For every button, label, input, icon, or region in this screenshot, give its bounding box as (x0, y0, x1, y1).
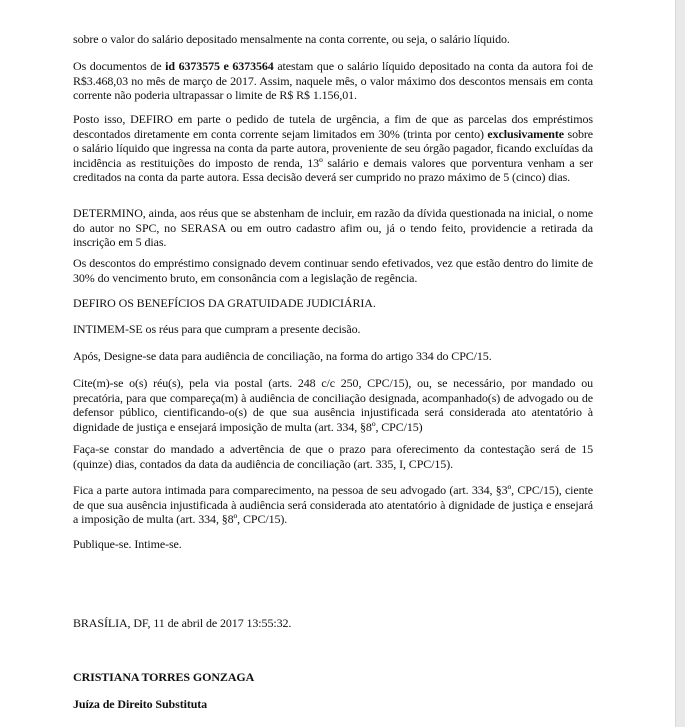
paragraph-consignado (73, 256, 593, 285)
paragraph-tutela-decision (73, 112, 593, 185)
document-ids: id 6373575 e 6373564 (165, 59, 274, 73)
paragraph-audiencia (73, 349, 593, 364)
paragraph-autora-intimada (73, 483, 593, 527)
paragraph-intimem (73, 322, 593, 337)
paragraph-text: atestam que o salário líquido depositado na conta da autora foi de R$3.468,03 no mês de março de 2017. Assim, naquele mês, o valor máximo dos descontos mensais em conta corrente não poderia ultrapassar o limite de R$ R$ 1.156,01. (73, 59, 593, 102)
viewer-gutter (676, 0, 685, 727)
signer-name (73, 670, 593, 685)
paragraph-text: Posto isso, DEFIRO em parte o pedido de tutela de urgência, a fim de que as parcelas dos empréstimos descontados diretamente em conta corrente sejam limitados em 30% (trinta por cento) (73, 112, 593, 141)
paragraph-text: Publique-se. Intime-se. (73, 537, 182, 551)
paragraph-determino (73, 206, 593, 250)
paragraph-text: DEFIRO OS BENEFÍCIOS DA GRATUIDADE JUDICIÁRIA. (73, 296, 376, 310)
signer-name-text: CRISTIANA TORRES GONZAGA (73, 670, 255, 684)
paragraph-text: Após, Designe-se data para audiência de conciliação, na forma do artigo 334 do CPC/15. (73, 349, 492, 363)
signer-role-text: Juíza de Direito Substituta (73, 697, 208, 711)
paragraph-text: Os documentos de (73, 59, 166, 73)
paragraph-text: Fica a parte autora intimada para comparecimento, na pessoa de seu advogado (art. 334, §3º, CPC/15), ciente de que sua ausência injustificada à audiência será considerada ato atentatório à dignidade de justiça e ensejará a imposição de multa (art. 334, §8º, CPC/15). (73, 483, 593, 526)
paragraph-contestacao (73, 442, 593, 471)
paragraph-documents (73, 59, 593, 103)
paragraph-salary-context (73, 32, 593, 47)
paragraph-text: INTIMEM-SE os réus para que cumpram a presente decisão. (73, 322, 361, 336)
emphasis-exclusively: exclusivamente (487, 126, 565, 141)
paragraph-text: DETERMINO, ainda, aos réus que se abstenham de incluir, em razão da dívida questionada na inicial, o nome do autor no SPC, no SERASA ou em outro cadastro afim ou, já o tendo feito, providencie a retirada da inscrição em 5 dias. (73, 206, 593, 249)
paragraph-text: sobre o valor do salário depositado mensalmente na conta corrente, ou seja, o salário líquido. (73, 32, 510, 46)
paragraph-publique (73, 537, 593, 552)
paragraph-text: Cite(m)-se o(s) réu(s), pela via postal (arts. 248 c/c 250, CPC/15), ou, se necessário, por mandado ou precatória, para que compareça(m) à audiência de conciliação designada, acompanhado(s) de advogado ou de defensor público, cientificando-o(s) de que sua ausência injustificada será considerada ato atentatório à dignidade de justiça e ensejará imposição de multa (art. 334, §8º, CPC/15) (73, 376, 593, 434)
signer-role (73, 697, 593, 712)
paragraph-gratuidade (73, 296, 593, 311)
paragraph-text: Faça-se constar do mandado a advertência de que o prazo para oferecimento da contestação será de 15 (quinze) dias, contados da data da audiência de conciliação (art. 335, I, CPC/15). (73, 442, 593, 471)
place-date-text: BRASÍLIA, DF, 11 de abril de 2017 13:55:32. (73, 616, 292, 630)
paragraph-text: Os descontos do empréstimo consignado devem continuar sendo efetivados, vez que estão dentro do limite de 30% do vencimento bruto, em consonância com a legislação de regência. (73, 256, 593, 285)
paragraph-text: sobre o salário líquido que ingressa na conta da parte autora, proveniente de seu órgão pagador, ficando excluídas da incidência as restituições do imposto de renda, 13º salário e demais valores que porventura venham a ser creditados na conta da parte autora. Essa decisão deverá ser cumprido no prazo máximo de 5 (cinco) dias. (73, 126, 593, 184)
place-date (73, 616, 593, 631)
paragraph-citacao (73, 376, 593, 434)
